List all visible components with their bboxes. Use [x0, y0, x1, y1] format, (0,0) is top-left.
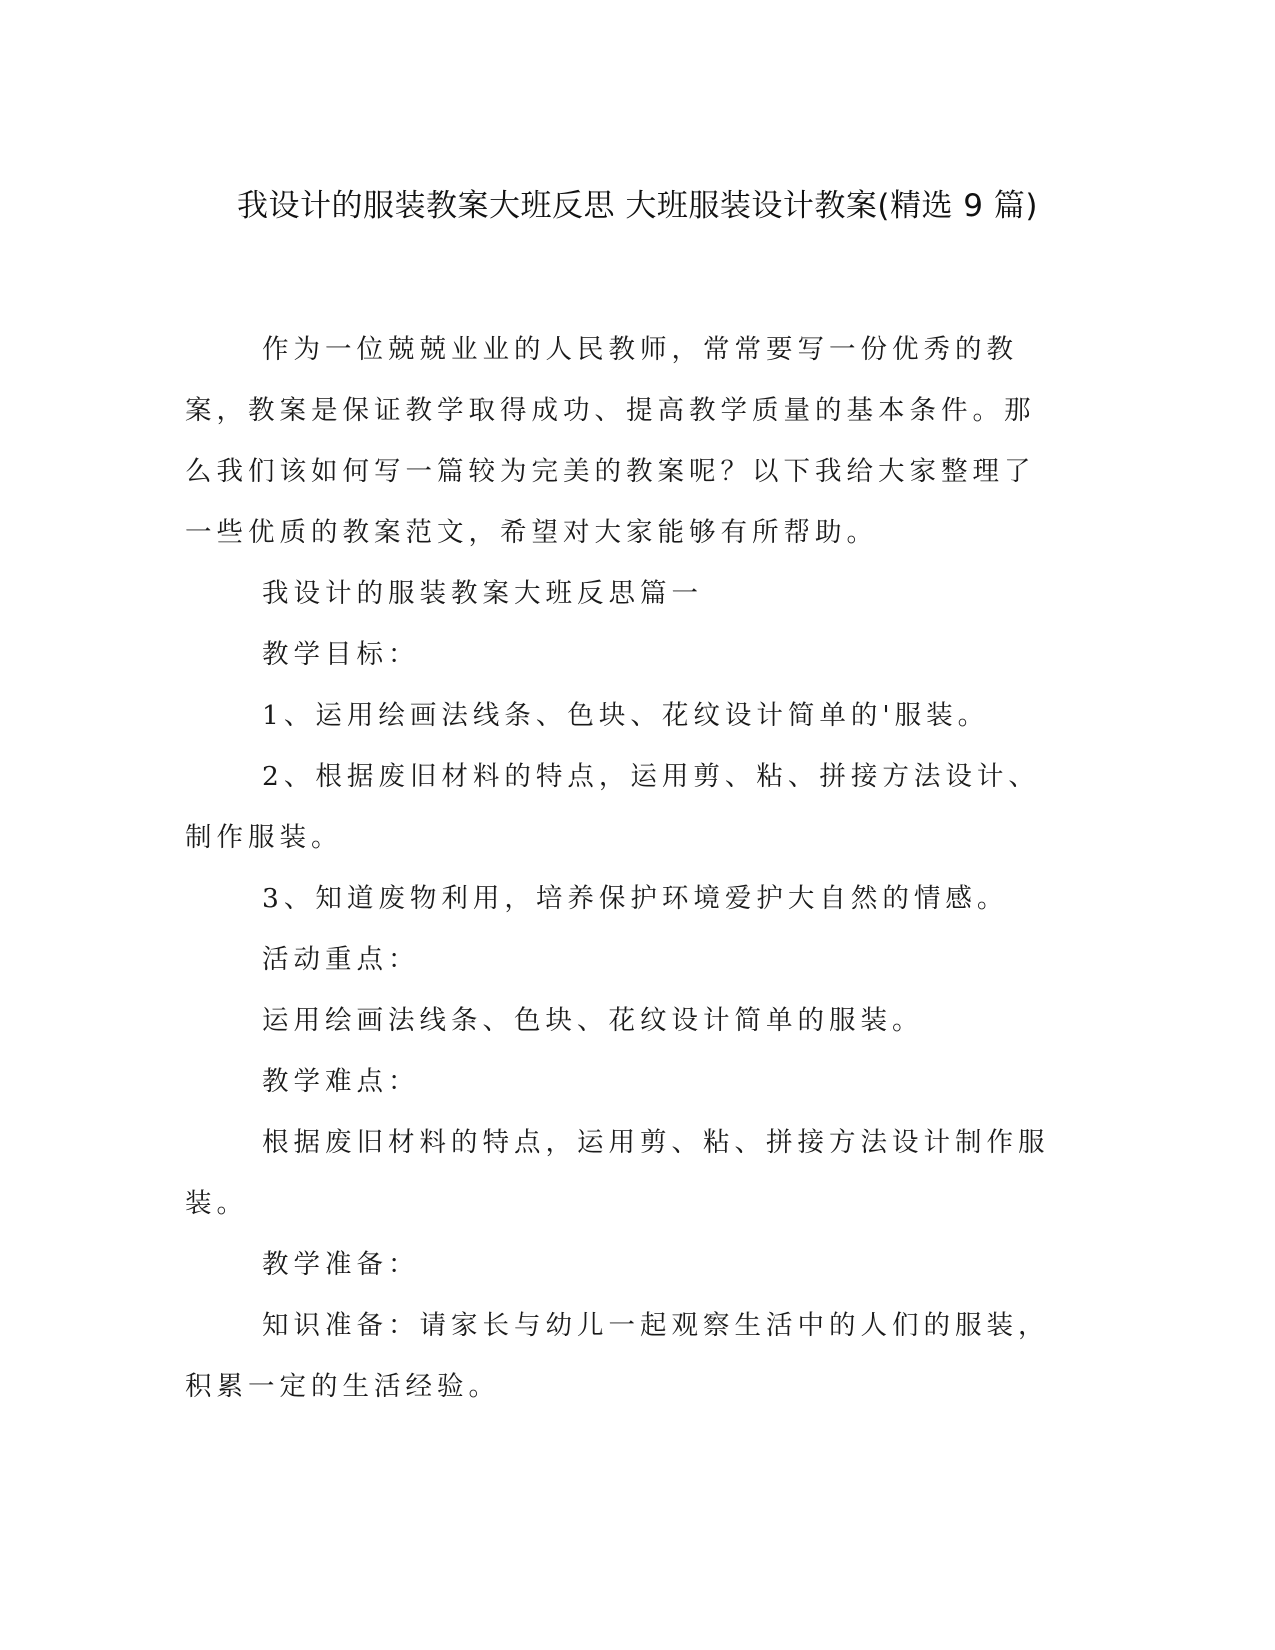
activity-focus-text: 运用绘画法线条、色块、花纹设计简单的服装。	[262, 1005, 924, 1036]
knowledge-prep-text: 知识准备：请家长与幼儿一起观察生活中的人们的服装，积累一定的生活经验。	[185, 1310, 1050, 1402]
teaching-difficulty-text: 根据废旧材料的特点，运用剪、粘、拼接方法设计制作服装。	[185, 1127, 1050, 1219]
activity-focus-label: 活动重点：	[262, 944, 420, 975]
teaching-goals-label: 教学目标：	[262, 639, 420, 670]
goal-item-2: 2、根据废旧材料的特点，运用剪、粘、拼接方法设计、制作服装。	[185, 761, 1040, 853]
goal-item-1: 1、运用绘画法线条、色块、花纹设计简单的'服装。	[262, 700, 990, 731]
document-body	[185, 319, 1065, 1417]
intro-paragraph: 作为一位兢兢业业的人民教师，常常要写一份优秀的教案，教案是保证教学取得成功、提高教学质量的基本条件。那么我们该如何写一篇较为完美的教案呢？以下我给大家整理了一些优质的教案范文，希望对大家能够有所帮助。	[185, 334, 1036, 548]
goal-item-3: 3、知道废物利用，培养保护环境爱护大自然的情感。	[262, 883, 1009, 914]
teaching-prep-label: 教学准备：	[262, 1249, 420, 1280]
teaching-difficulty-label: 教学难点：	[262, 1066, 420, 1097]
section-heading: 我设计的服装教案大班反思篇一	[262, 578, 703, 609]
document-title: 我设计的服装教案大班反思 大班服装设计教案(精选 9 篇)	[237, 188, 1038, 224]
